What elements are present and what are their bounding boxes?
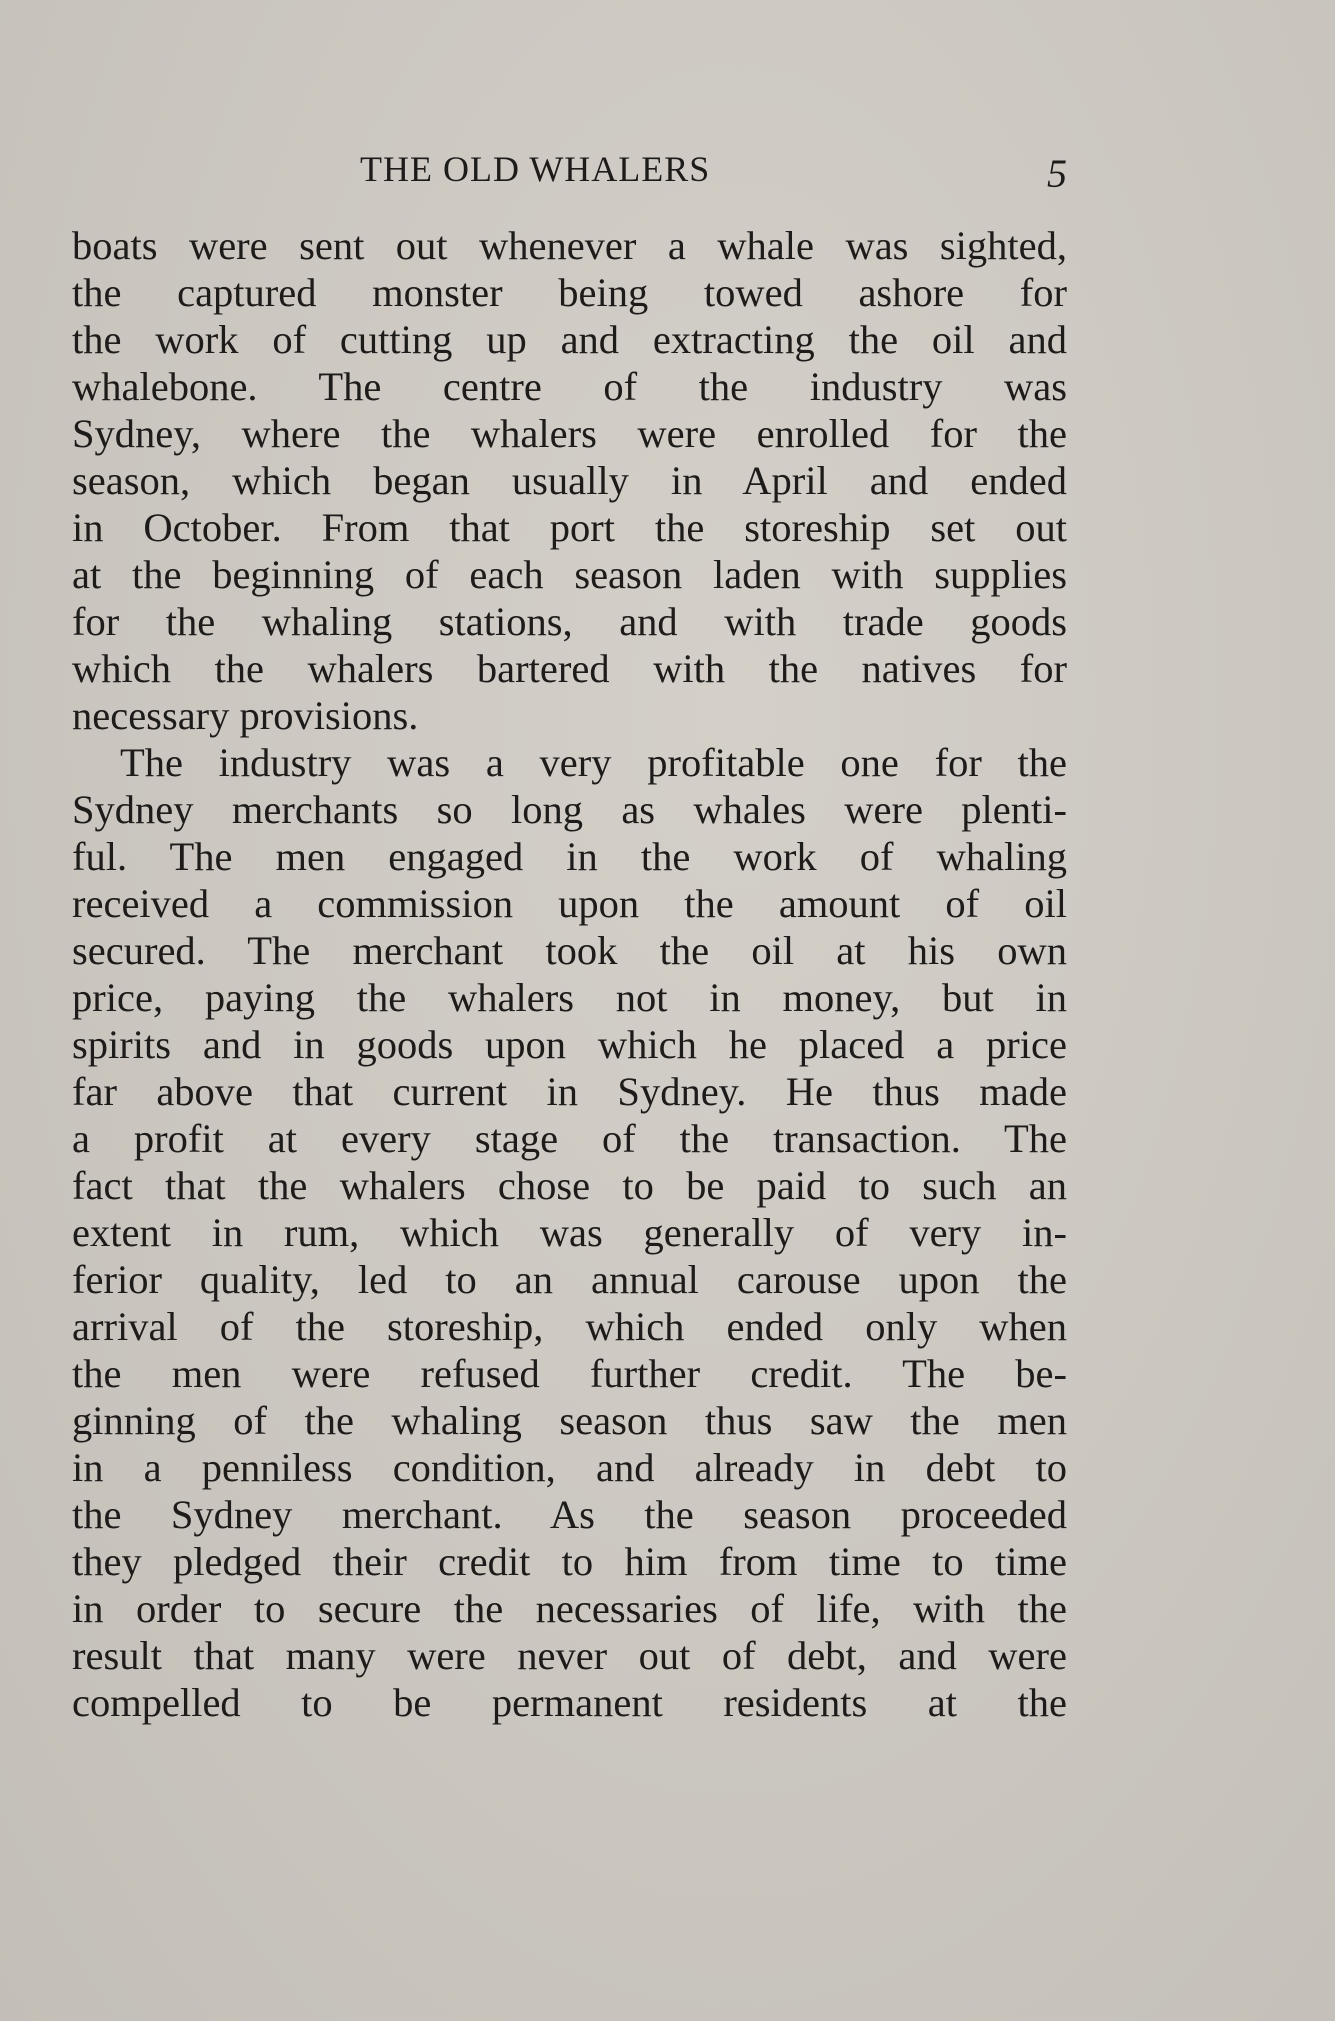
- text-line: in October. From that port the storeship set out: [72, 505, 1067, 550]
- text-line: boats were sent out whenever a whale was sighted,: [72, 223, 1067, 268]
- running-head: [72, 148, 1067, 198]
- text-line: season, which began usually in April and ended: [72, 458, 1067, 503]
- text-line: Sydney merchants so long as whales were plenti-: [72, 787, 1067, 832]
- text-line: arrival of the storeship, which ended only when: [72, 1304, 1067, 1349]
- page-number: 5: [1047, 151, 1067, 196]
- text-line: they pledged their credit to him from time to time: [72, 1539, 1067, 1584]
- text-line: which the whalers bartered with the natives for: [72, 646, 1067, 691]
- paragraph-2: [72, 739, 1067, 1726]
- running-title: THE OLD WHALERS: [360, 149, 711, 189]
- text-line: fact that the whalers chose to be paid to such an: [72, 1163, 1067, 1208]
- text-line: price, paying the whalers not in money, but in: [72, 975, 1067, 1020]
- text-line: extent in rum, which was generally of very in-: [72, 1210, 1067, 1255]
- text-line: the work of cutting up and extracting the oil and: [72, 317, 1067, 362]
- text-line: result that many were never out of debt, and were: [72, 1633, 1067, 1678]
- text-line: ferior quality, led to an annual carouse upon the: [72, 1257, 1067, 1302]
- text-line: ginning of the whaling season thus saw the men: [72, 1398, 1067, 1443]
- text-line: the Sydney merchant. As the season proceeded: [72, 1492, 1067, 1537]
- text-line: Sydney, where the whalers were enrolled for the: [72, 411, 1067, 456]
- text-line: at the beginning of each season laden with supplies: [72, 552, 1067, 597]
- text-line: for the whaling stations, and with trade goods: [72, 599, 1067, 644]
- text-line: received a commission upon the amount of oil: [72, 881, 1067, 926]
- text-line: far above that current in Sydney. He thus made: [72, 1069, 1067, 1114]
- text-line: the captured monster being towed ashore for: [72, 270, 1067, 315]
- book-page: [72, 148, 1067, 1726]
- text-line: necessary provisions.: [72, 693, 419, 738]
- text-line: The industry was a very profitable one for the: [120, 740, 1067, 785]
- text-line: the men were refused further credit. The be-: [72, 1351, 1067, 1396]
- text-line: secured. The merchant took the oil at his own: [72, 928, 1067, 973]
- text-line: spirits and in goods upon which he placed a price: [72, 1022, 1067, 1067]
- body-text: [72, 222, 1067, 1726]
- text-line: whalebone. The centre of the industry was: [72, 364, 1067, 409]
- text-line: in order to secure the necessaries of life, with the: [72, 1586, 1067, 1631]
- text-line: in a penniless condition, and already in debt to: [72, 1445, 1067, 1490]
- text-line: compelled to be permanent residents at the: [72, 1680, 1067, 1725]
- text-line: ful. The men engaged in the work of whaling: [72, 834, 1067, 879]
- paragraph-1: [72, 222, 1067, 739]
- text-line: a profit at every stage of the transaction. The: [72, 1116, 1067, 1161]
